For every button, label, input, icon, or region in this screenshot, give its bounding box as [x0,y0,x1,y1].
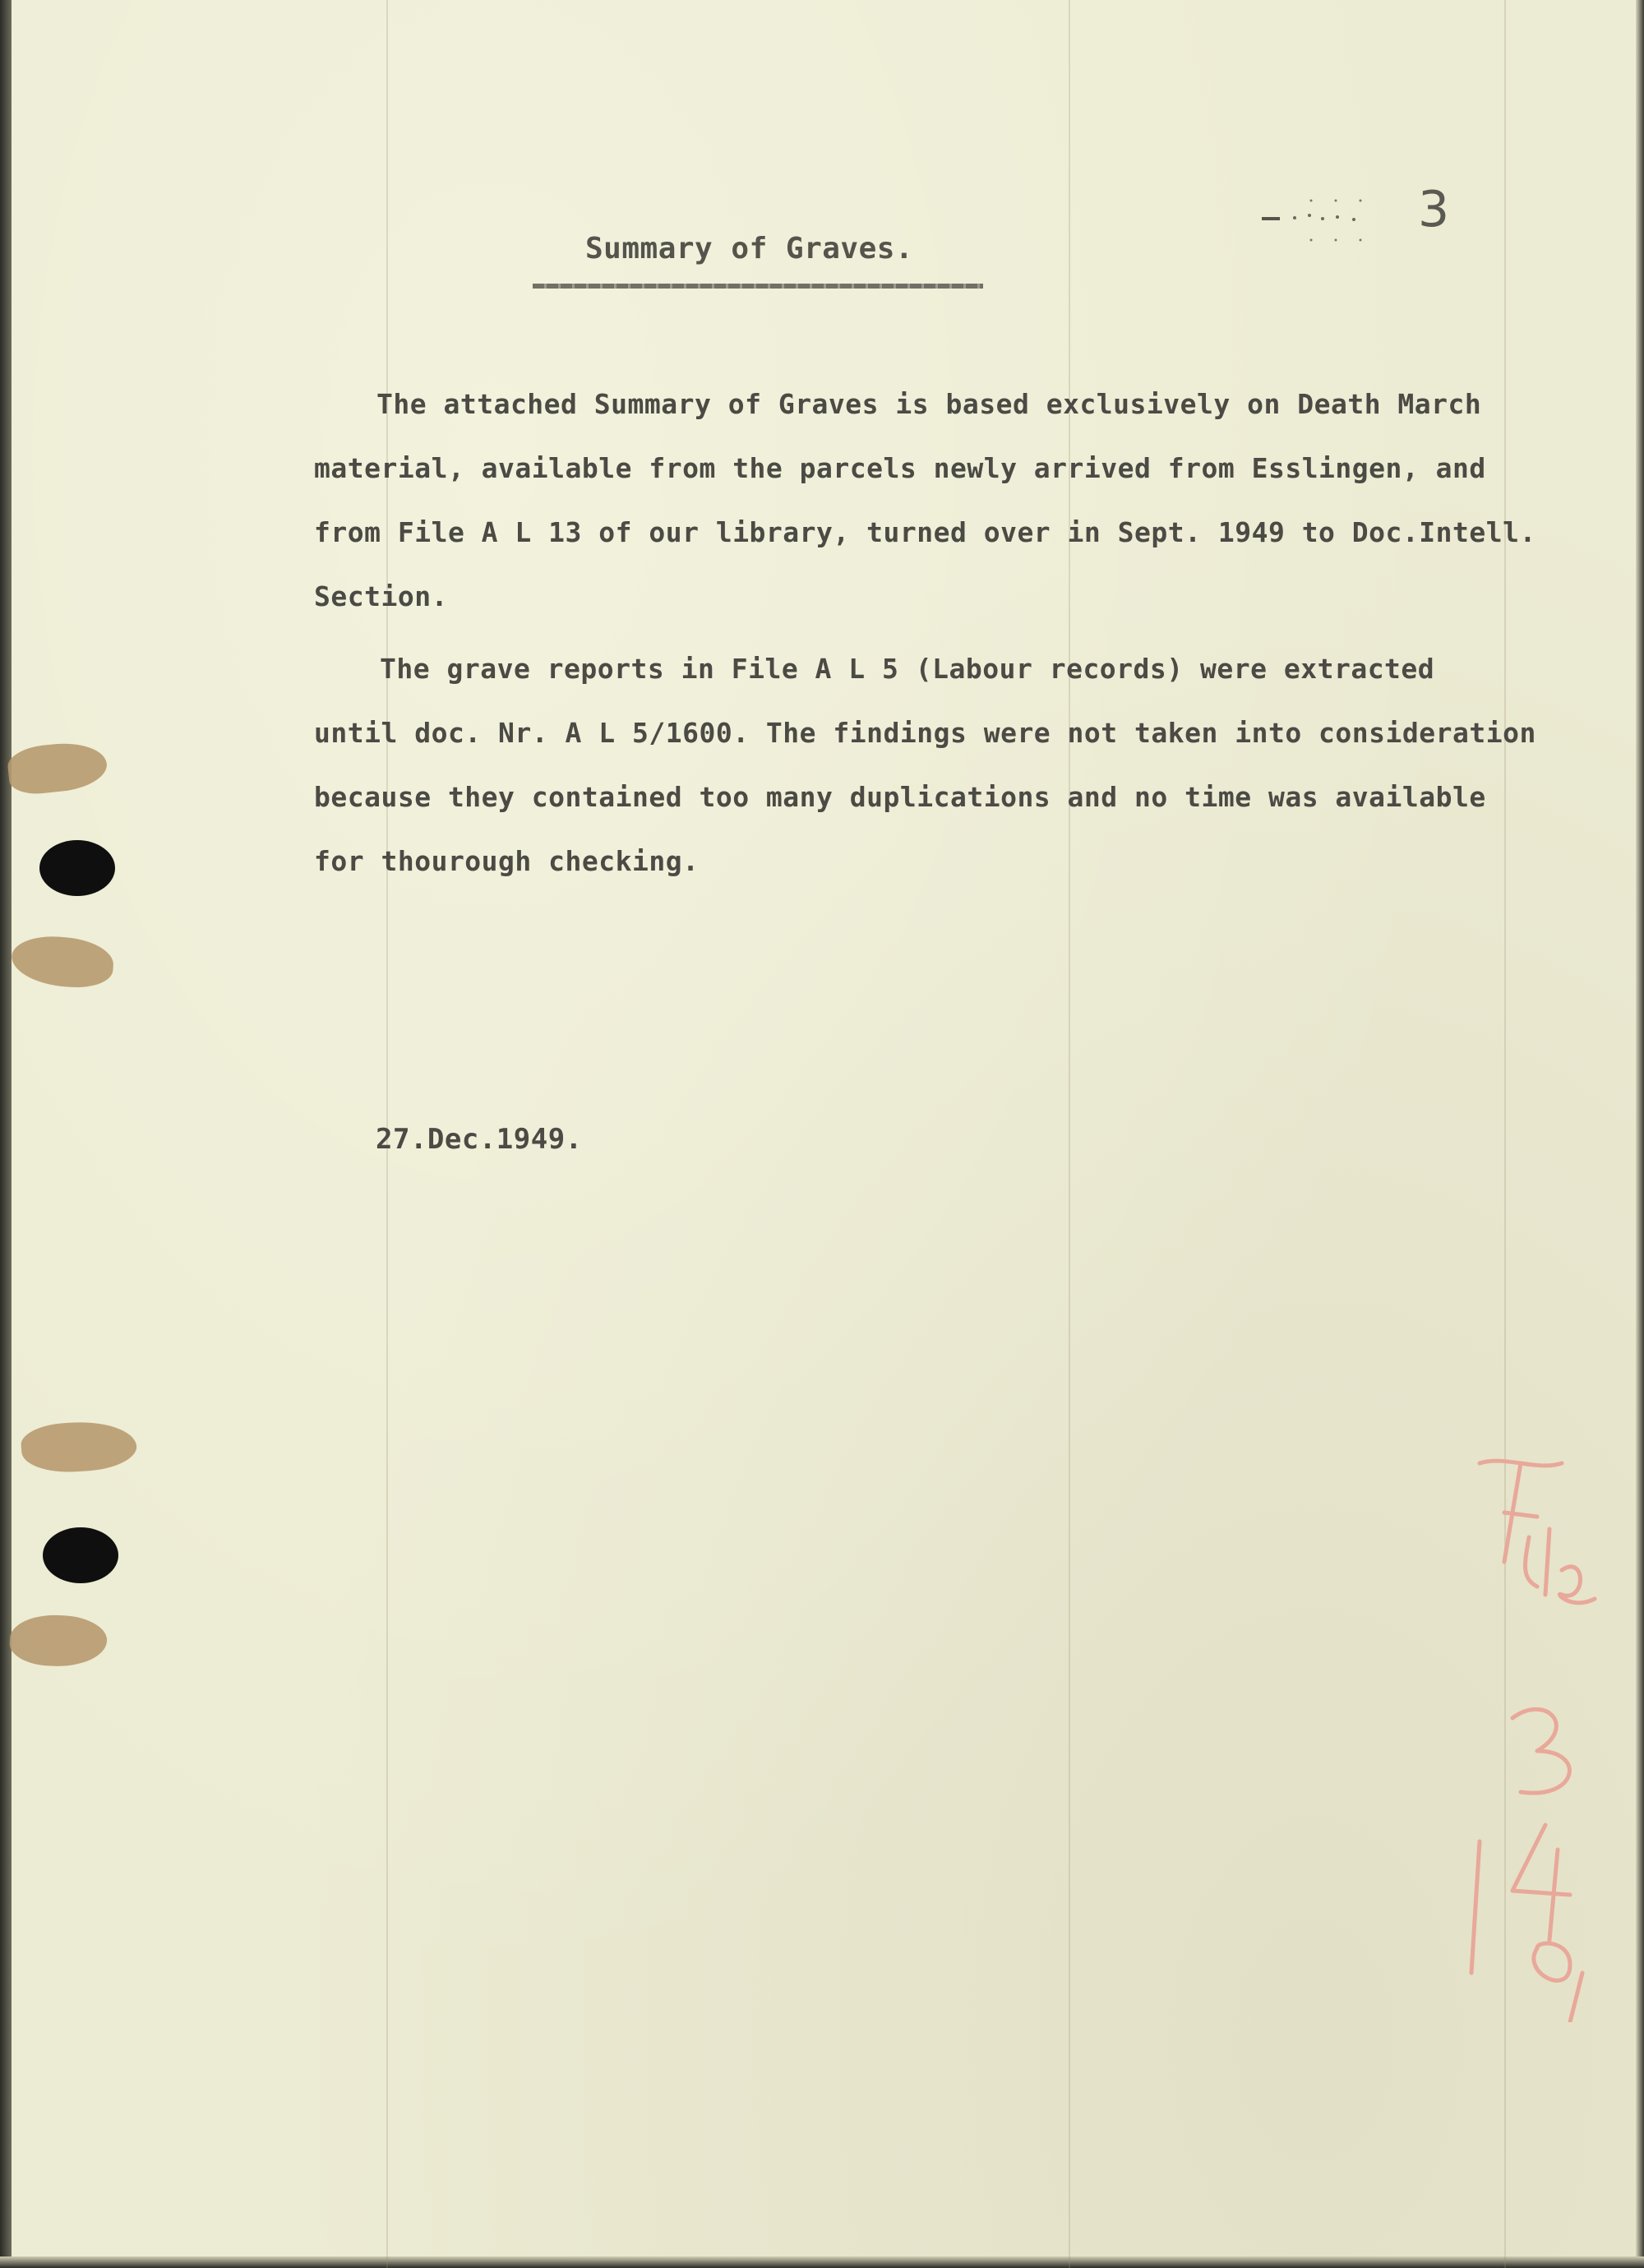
scan-right-edge [1636,0,1644,2268]
torn-paper-mark [6,739,109,797]
title-underline [533,284,983,289]
paragraph-2-line-1: The grave reports in File A L 5 (Labour records) were extracted [380,653,1435,685]
paragraph-2-line-3: because they contained too many duplications and no time was available [314,781,1486,813]
torn-paper-mark [20,1418,138,1476]
binder-hole [39,840,115,896]
paragraph-1-line-3: from File A L 13 of our library, turned over in Sept. 1949 to Doc.Intell. [314,516,1536,548]
scan-bottom-edge [0,2256,1644,2268]
paragraph-2-line-4: for thourough checking. [314,845,700,877]
scan-left-edge [0,0,12,2268]
torn-paper-mark [8,1613,108,1669]
paragraph-1-line-2: material, available from the parcels newly arrived from Esslingen, and [314,452,1486,484]
binder-hole [43,1527,118,1583]
paragraph-1-line-1: The attached Summary of Graves is based exclusively on Death March [376,388,1482,420]
document-title: Summary of Graves. [585,232,914,266]
handwritten-file-annotation [1447,1447,1611,2022]
paragraph-2-line-2: until doc. Nr. A L 5/1600. The findings were not taken into consideration [314,717,1536,749]
page-number: 3 [1418,181,1450,238]
page-number-dots [1262,197,1402,247]
paper-fold-line [1069,0,1070,2268]
torn-paper-mark [10,934,115,991]
paragraph-1-line-4: Section. [314,580,448,612]
document-date: 27.Dec.1949. [376,1123,583,1156]
